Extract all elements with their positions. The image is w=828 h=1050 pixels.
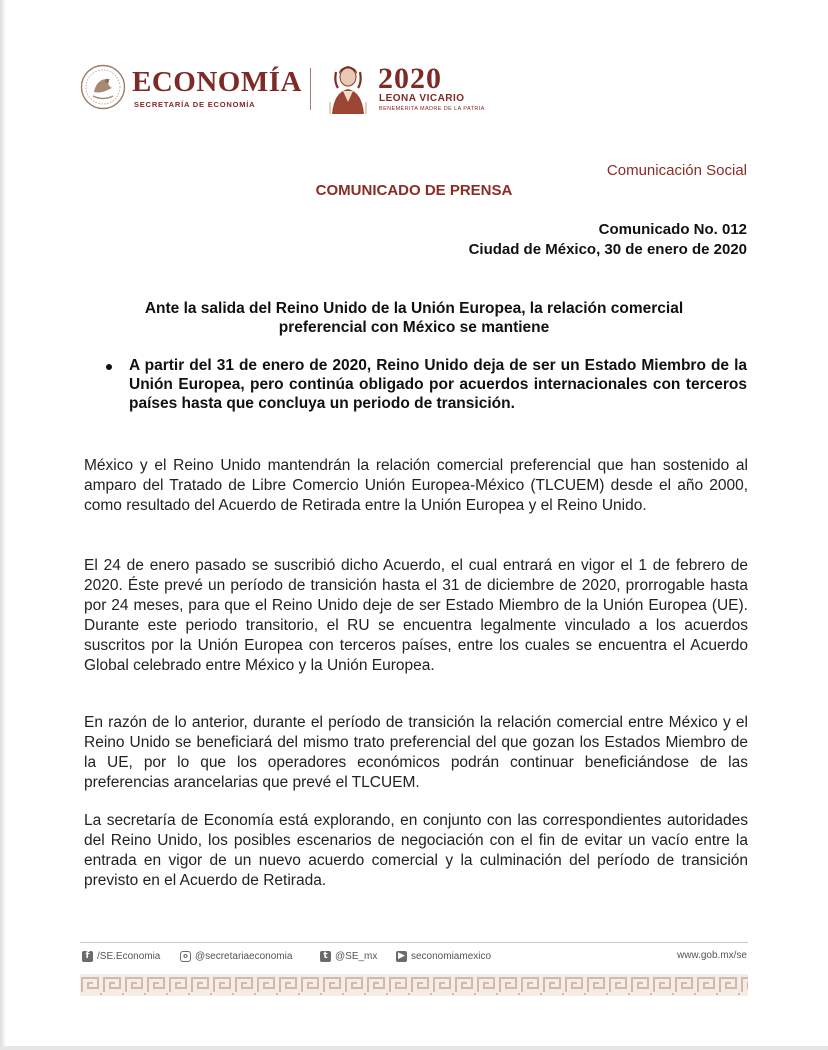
document-type: COMUNICADO DE PRENSA (315, 182, 513, 199)
national-seal-icon (80, 64, 126, 110)
year-2020: 2020 (378, 62, 442, 95)
body-paragraph-1: México y el Reino Unido mantendrán la relación comercial preferencial que han sostenido al amparo del Tratado de Libre Comercio Unión Europea-México (TLCUEM) desde el año 2000, como resultado del Acuerdo de Retirada entre la Unión Europea y el Reino Unido. (84, 457, 748, 514)
page-edge-shadow (0, 0, 6, 1050)
honoree-tagline: BENEMÉRITA MADRE DE LA PATRIA (379, 106, 485, 112)
page-bottom-edge (0, 1046, 828, 1050)
bullet-icon (106, 364, 112, 370)
youtube-handle: seconomiamexico (411, 950, 492, 962)
footer-instagram[interactable] (180, 948, 292, 964)
twitter-icon: t (320, 951, 331, 962)
facebook-icon: f (82, 951, 93, 962)
summary-bullet: A partir del 31 de enero de 2020, Reino Unido deja de ser un Estado Miembro de la Unión Europea, pero continúa obligado por acuerdos internacionales con terceros países hasta que concluya un periodo de transición. (129, 357, 747, 412)
footer-divider (80, 942, 748, 943)
communique-number: Comunicado No. 012 (598, 221, 747, 238)
brand-title: ECONOMÍA (132, 66, 302, 98)
place-date: Ciudad de México, 30 de enero de 2020 (468, 241, 747, 258)
instagram-icon: o (180, 951, 191, 962)
footer-youtube[interactable] (396, 948, 491, 964)
footer-website-link[interactable]: www.gob.mx/se (676, 950, 747, 961)
body-paragraph-4: La secretaría de Economía está explorando, en conjunto con las correspondientes autoridades del Reino Unido, los posibles escenarios de negociación con el fin de evitar un vacío entre la entrada en vigor de un nuevo acuerdo comercial y la culminación del período de transición previsto en el Acuerdo de Retirada. (84, 812, 748, 889)
footer-twitter[interactable] (320, 948, 377, 964)
decorative-greca-border (80, 974, 748, 996)
brand-subtitle: SECRETARÍA DE ECONOMÍA (134, 100, 256, 109)
leona-vicario-portrait-icon (326, 62, 370, 114)
letterhead (80, 62, 500, 118)
headline: Ante la salida del Reino Unido de la Unión Europea, la relación comercial preferencial con México se mantiene (144, 300, 684, 336)
body-paragraph-2: El 24 de enero pasado se suscribió dicho Acuerdo, el cual entrará en vigor el 1 de febrero de 2020. Éste prevé un período de transición hasta el 31 de diciembre de 2020, prorrogable hasta por 24 meses, para que el Reino Unido deje de ser Estado Miembro de la Unión Europea (UE). Durante este periodo transitorio, el RU se encuentra legalmente vinculado a los acuerdos suscritos por la Unión Europea con terceros países, entre los cuales se encuentra el Acuerdo Global celebrado entre México y la Unión Europea. (84, 557, 748, 674)
footer-facebook[interactable] (82, 948, 160, 964)
youtube-icon: ▶ (396, 951, 407, 962)
instagram-handle: @secretariaeconomia (195, 950, 293, 962)
twitter-handle: @SE_mx (335, 950, 378, 962)
body-paragraph-3: En razón de lo anterior, durante el período de transición la relación comercial entre México y el Reino Unido se beneficiará del mismo trato preferencial del que gozan los Estados Miembro de la UE, por lo que los operadores económicos podrán continuar beneficiándose de las preferencias arancelarias que prevé el TLCUEM. (84, 714, 748, 791)
header-divider (310, 68, 311, 110)
department-label: Comunicación Social (606, 162, 747, 179)
facebook-handle: /SE.Economia (97, 950, 161, 962)
honoree-name: LEONA VICARIO (379, 93, 465, 104)
